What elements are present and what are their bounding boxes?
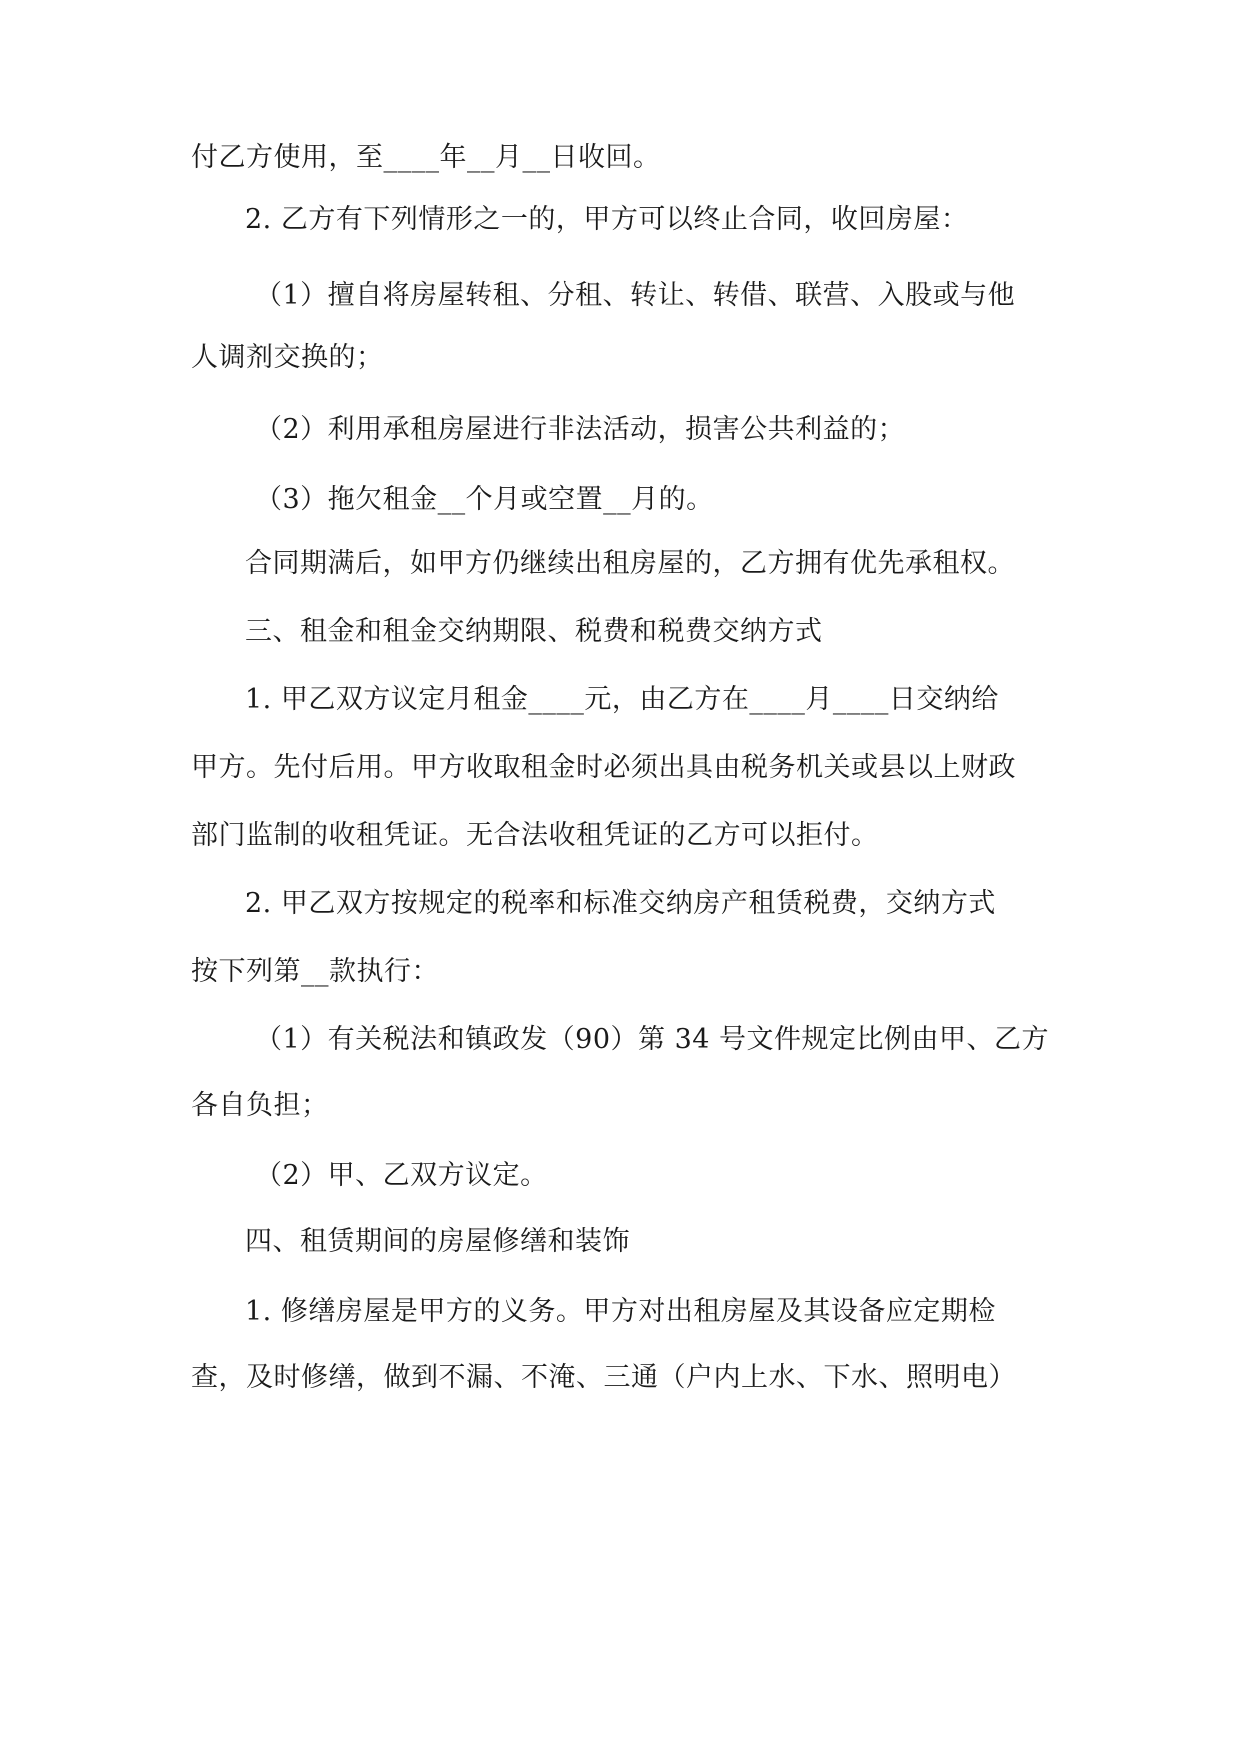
paragraph-line-2: 2. 乙方有下列情形之一的，甲方可以终止合同，收回房屋： bbox=[245, 204, 969, 235]
paragraph-line-11: 部门监制的收租凭证。无合法收租凭证的乙方可以拒付。 bbox=[191, 820, 879, 851]
paragraph-line-19: 查，及时修缮，做到不漏、不淹、三通（户内上水、下水、照明电） bbox=[191, 1362, 1016, 1393]
paragraph-line-15: 各自负担； bbox=[191, 1090, 329, 1121]
paragraph-line-14: （1）有关税法和镇政发（90）第 34 号文件规定比例由甲、乙方 bbox=[255, 1024, 1050, 1055]
paragraph-line-10: 甲方。先付后用。甲方收取租金时必须出具由税务机关或县以上财政 bbox=[191, 752, 1016, 783]
section-heading-4: 四、租赁期间的房屋修缮和装饰 bbox=[245, 1226, 630, 1257]
paragraph-line-9: 1. 甲乙双方议定月租金____元，由乙方在____月____日交纳给 bbox=[245, 684, 999, 715]
paragraph-line-16: （2）甲、乙双方议定。 bbox=[255, 1160, 548, 1191]
paragraph-line-13: 按下列第__款执行： bbox=[191, 956, 439, 987]
paragraph-line-5: （2）利用承租房屋进行非法活动，损害公共利益的； bbox=[255, 414, 906, 445]
paragraph-line-7: 合同期满后，如甲方仍继续出租房屋的，乙方拥有优先承租权。 bbox=[245, 548, 1015, 579]
paragraph-line-4: 人调剂交换的； bbox=[191, 342, 384, 373]
paragraph-line-3: （1）擅自将房屋转租、分租、转让、转借、联营、入股或与他 bbox=[255, 280, 1016, 311]
section-heading-3: 三、租金和租金交纳期限、税费和税费交纳方式 bbox=[245, 616, 823, 647]
paragraph-line-12: 2. 甲乙双方按规定的税率和标准交纳房产租赁税费，交纳方式 bbox=[245, 888, 996, 919]
paragraph-line-1: 付乙方使用，至____年__月__日收回。 bbox=[191, 142, 661, 173]
paragraph-line-18: 1. 修缮房屋是甲方的义务。甲方对出租房屋及其设备应定期检 bbox=[245, 1296, 996, 1327]
paragraph-line-6: （3）拖欠租金__个月或空置__月的。 bbox=[255, 484, 714, 515]
